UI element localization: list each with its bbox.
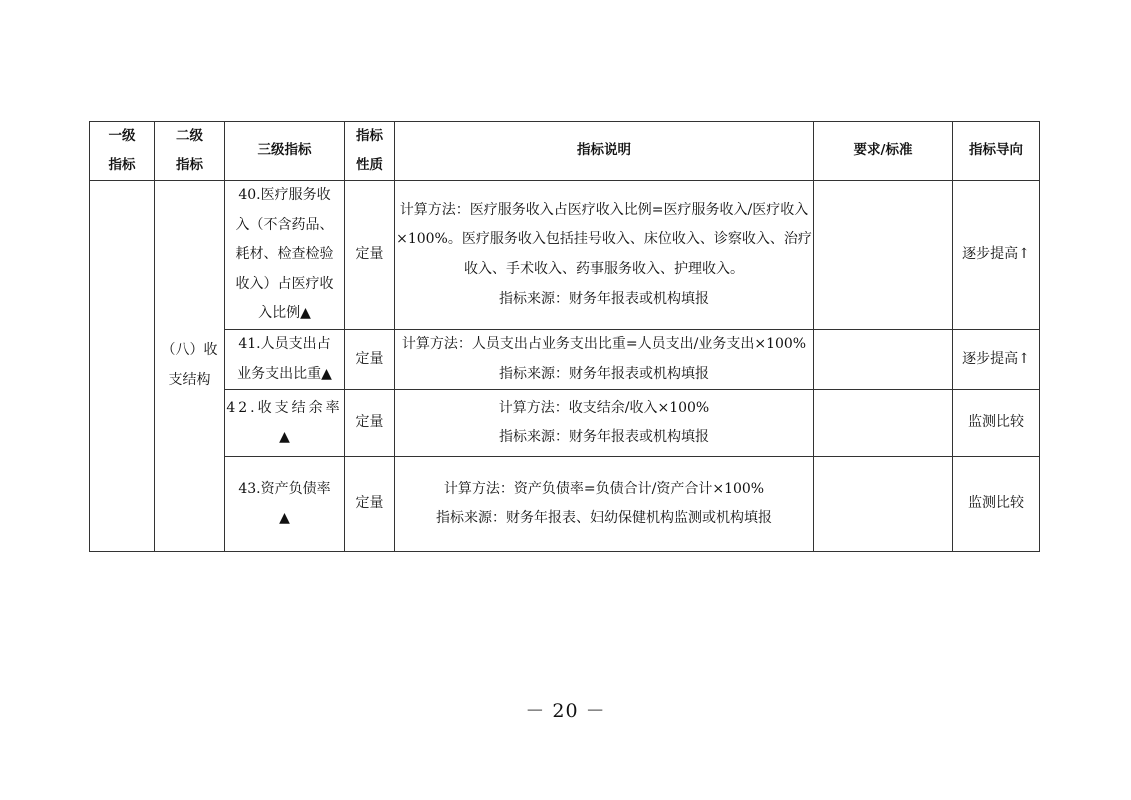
description-line: 计算方法：收支结余/收入×100% xyxy=(498,399,710,416)
description-line: 指标来源：财务年报表或机构填报 xyxy=(499,365,709,382)
requirement-cell xyxy=(814,181,953,330)
nature-cell: 定量 xyxy=(345,457,395,552)
page-number: － 20 － xyxy=(525,700,606,722)
nature-cell: 定量 xyxy=(345,329,395,389)
description-line: 指标来源：财务年报表、妇幼保健机构监测或机构填报 xyxy=(436,510,772,527)
level3-cell xyxy=(225,181,345,330)
level3-line: 40.医疗服务收 xyxy=(238,187,331,203)
table-row xyxy=(90,390,1040,457)
level1-cell xyxy=(90,181,155,552)
table-row xyxy=(90,457,1040,552)
header-level1-line: 一级 xyxy=(108,128,136,144)
nature-cell: 定量 xyxy=(345,181,395,330)
level3-line: ▲ xyxy=(279,429,290,446)
requirement-cell xyxy=(814,457,953,552)
level3-line: 收入）占医疗收 xyxy=(235,275,334,292)
table-row xyxy=(90,329,1040,389)
requirement-cell xyxy=(814,390,953,457)
description-cell xyxy=(395,457,814,552)
level3-line: 41.人员支出占 xyxy=(238,335,331,352)
level3-line: 42.收支结余率 xyxy=(226,399,343,416)
description-line: 计算方法：医疗服务收入占医疗收入比例=医疗服务收入/医疗收入 xyxy=(399,201,809,218)
direction-cell: 逐步提高↑ xyxy=(953,181,1040,330)
direction-cell: 监测比较 xyxy=(953,457,1040,552)
header-direction: 指标导向 xyxy=(953,122,1040,181)
description-line: 指标来源：财务年报表或机构填报 xyxy=(499,290,709,307)
nature-cell: 定量 xyxy=(345,390,395,457)
description-line: ×100%。医疗服务收入包括挂号收入、床位收入、诊察收入、治疗 xyxy=(396,231,812,248)
header-nature-line: 性质 xyxy=(356,157,383,173)
description-cell xyxy=(395,329,814,389)
level3-line: 43.资产负债率 xyxy=(238,480,331,497)
description-line: 计算方法：人员支出占业务支出比重=人员支出/业务支出×100% xyxy=(401,335,807,352)
level3-line: 入比例▲ xyxy=(258,305,311,322)
header-requirement: 要求/标准 xyxy=(814,122,953,181)
direction-cell: 监测比较 xyxy=(953,390,1040,457)
description-line: 计算方法：资产负债率=负债合计/资产合计×100% xyxy=(443,480,765,497)
header-nature-line: 指标 xyxy=(356,128,383,144)
direction-cell: 逐步提高↑ xyxy=(953,329,1040,389)
level3-cell xyxy=(225,390,345,457)
requirement-cell xyxy=(814,329,953,389)
header-level2 xyxy=(155,122,225,181)
header-level1-line: 指标 xyxy=(108,157,136,173)
header-description: 指标说明 xyxy=(395,122,814,181)
description-line: 指标来源：财务年报表或机构填报 xyxy=(499,429,709,446)
level3-line: 业务支出比重▲ xyxy=(237,365,332,382)
description-cell xyxy=(395,390,814,457)
header-level2-line: 指标 xyxy=(176,157,203,173)
level2-cell xyxy=(155,181,225,552)
header-level1 xyxy=(90,122,155,181)
level3-cell xyxy=(225,329,345,389)
level3-line: 耗材、检查检验 xyxy=(235,246,334,263)
level2-line: （八）收 xyxy=(161,342,218,359)
header-row xyxy=(90,122,1040,181)
level3-line: 入（不含药品、 xyxy=(235,216,334,233)
indicator-table xyxy=(89,121,1040,552)
description-cell xyxy=(395,181,814,330)
header-level3: 三级指标 xyxy=(225,122,345,181)
table-row xyxy=(90,181,1040,330)
level2-line: 支结构 xyxy=(168,372,211,389)
header-nature xyxy=(345,122,395,181)
description-line: 收入、手术收入、药事服务收入、护理收入。 xyxy=(464,260,744,277)
level3-line: ▲ xyxy=(279,510,290,527)
level3-cell xyxy=(225,457,345,552)
header-level2-line: 二级 xyxy=(176,128,203,144)
